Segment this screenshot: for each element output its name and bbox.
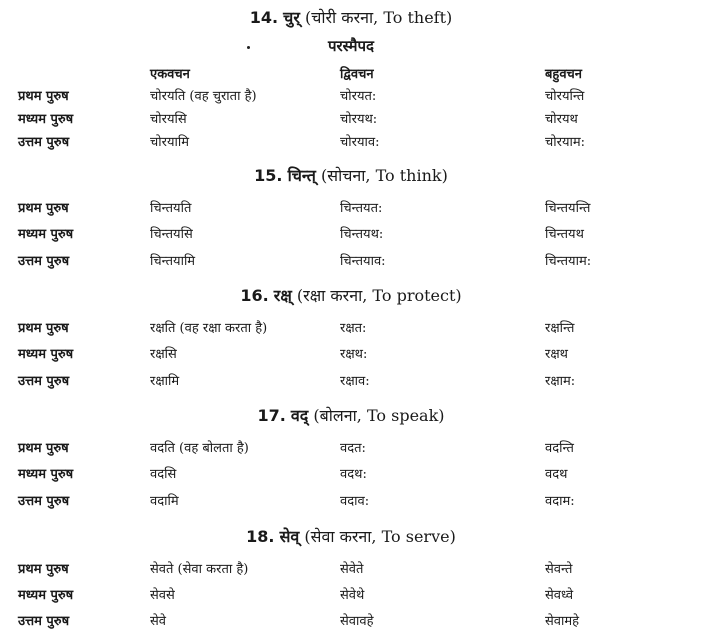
- form-plural: सेवामहे: [545, 614, 580, 629]
- form-singular: चोरयति (वह चुराता है): [150, 89, 257, 104]
- form-dual: चिन्तयाव:: [340, 254, 386, 269]
- form-singular: चिन्तयसि: [150, 227, 193, 242]
- row-person: मध्यम पुरुष: [18, 467, 74, 482]
- form-singular: चोरयसि: [150, 112, 187, 127]
- form-plural: सेवन्ते: [545, 562, 573, 577]
- form-plural: चिन्तयन्ति: [545, 201, 591, 216]
- form-singular: चिन्तयामि: [150, 254, 196, 269]
- row-person: मध्यम पुरुष: [18, 347, 74, 362]
- form-singular: वदति (वह बोलता है): [150, 441, 249, 456]
- row-person: उत्तम पुरुष: [18, 494, 70, 509]
- form-dual: चोरयाव:: [340, 135, 380, 150]
- form-plural: रक्षन्ति: [545, 321, 575, 336]
- form-plural: वदन्ति: [545, 441, 574, 456]
- row-person: उत्तम पुरुष: [18, 135, 70, 150]
- section-title: [0, 406, 702, 426]
- form-dual: रक्षत:: [340, 321, 367, 336]
- verb-root: वद्: [290, 406, 309, 425]
- form-singular: सेवे: [150, 614, 167, 629]
- form-plural: वदथ: [545, 467, 568, 482]
- row-person: मध्यम पुरुष: [18, 227, 74, 242]
- verb-meaning: (सेवा करना, To serve): [304, 527, 456, 546]
- form-singular: रक्षसि: [150, 347, 177, 362]
- form-dual: सेवावहे: [340, 614, 374, 629]
- section-number: 18.: [246, 527, 275, 546]
- form-dual: सेवेथे: [340, 588, 365, 603]
- form-plural: चोरयथ: [545, 112, 578, 127]
- form-dual: चिन्तयत:: [340, 201, 383, 216]
- form-plural: चिन्तयथ: [545, 227, 584, 242]
- verb-root: सेव्: [279, 527, 300, 546]
- voice-label: परस्मैपद: [328, 37, 374, 55]
- form-dual: सेवेते: [340, 562, 364, 577]
- form-singular: रक्षामि: [150, 374, 180, 389]
- section-number: 14.: [249, 8, 279, 27]
- verb-meaning: (चोरी करना, To theft): [304, 8, 453, 27]
- row-person: प्रथम पुरुष: [18, 321, 69, 336]
- verb-meaning: (रक्षा करना, To protect): [296, 286, 462, 305]
- header-dual: द्विवचन: [340, 67, 374, 82]
- section-number: 17.: [257, 406, 286, 425]
- row-person: मध्यम पुरुष: [18, 112, 74, 127]
- row-person: प्रथम पुरुष: [18, 201, 69, 216]
- form-dual: चिन्तयथ:: [340, 227, 384, 242]
- section-title: [0, 286, 702, 306]
- form-plural: रक्षाम:: [545, 374, 576, 389]
- form-dual: वदत:: [340, 441, 366, 456]
- form-dual: चोरयथ:: [340, 112, 378, 127]
- form-plural: चोरयन्ति: [545, 89, 585, 104]
- header-singular: एकवचन: [150, 67, 190, 82]
- form-plural: वदाम:: [545, 494, 575, 509]
- form-dual: रक्षथ:: [340, 347, 368, 362]
- form-plural: चोरयाम:: [545, 135, 585, 150]
- form-dual: रक्षाव:: [340, 374, 370, 389]
- section-title: [0, 166, 702, 186]
- form-plural: चिन्तयाम:: [545, 254, 592, 269]
- form-singular: सेवसे: [150, 588, 175, 603]
- section-title: [0, 8, 702, 28]
- form-singular: चोरयामि: [150, 135, 189, 150]
- row-person: उत्तम पुरुष: [18, 254, 70, 269]
- form-dual: चोरयत:: [340, 89, 377, 104]
- section-number: 15.: [254, 166, 283, 185]
- form-dual: वदथ:: [340, 467, 367, 482]
- verb-root: रक्ष्: [273, 286, 292, 305]
- form-plural: सेवध्वे: [545, 588, 574, 603]
- row-person: प्रथम पुरुष: [18, 441, 69, 456]
- form-singular: वदामि: [150, 494, 179, 509]
- section-title: [0, 527, 702, 547]
- form-singular: सेवते (सेवा करता है): [150, 562, 249, 577]
- row-person: उत्तम पुरुष: [18, 374, 70, 389]
- section-number: 16.: [240, 286, 269, 305]
- verb-root: चिन्त्: [287, 166, 316, 185]
- form-dual: वदाव:: [340, 494, 370, 509]
- form-singular: चिन्तयति: [150, 201, 192, 216]
- form-singular: रक्षति (वह रक्षा करता है): [150, 321, 268, 336]
- row-person: प्रथम पुरुष: [18, 89, 69, 104]
- verb-root: चुर्: [283, 8, 300, 27]
- row-person: उत्तम पुरुष: [18, 614, 70, 629]
- row-person: मध्यम पुरुष: [18, 588, 74, 603]
- row-person: प्रथम पुरुष: [18, 562, 69, 577]
- verb-meaning: (बोलना, To speak): [313, 406, 445, 425]
- form-plural: रक्षथ: [545, 347, 568, 362]
- header-plural: बहुवचन: [545, 67, 583, 82]
- form-singular: वदसि: [150, 467, 177, 482]
- verb-meaning: (सोचना, To think): [321, 166, 448, 185]
